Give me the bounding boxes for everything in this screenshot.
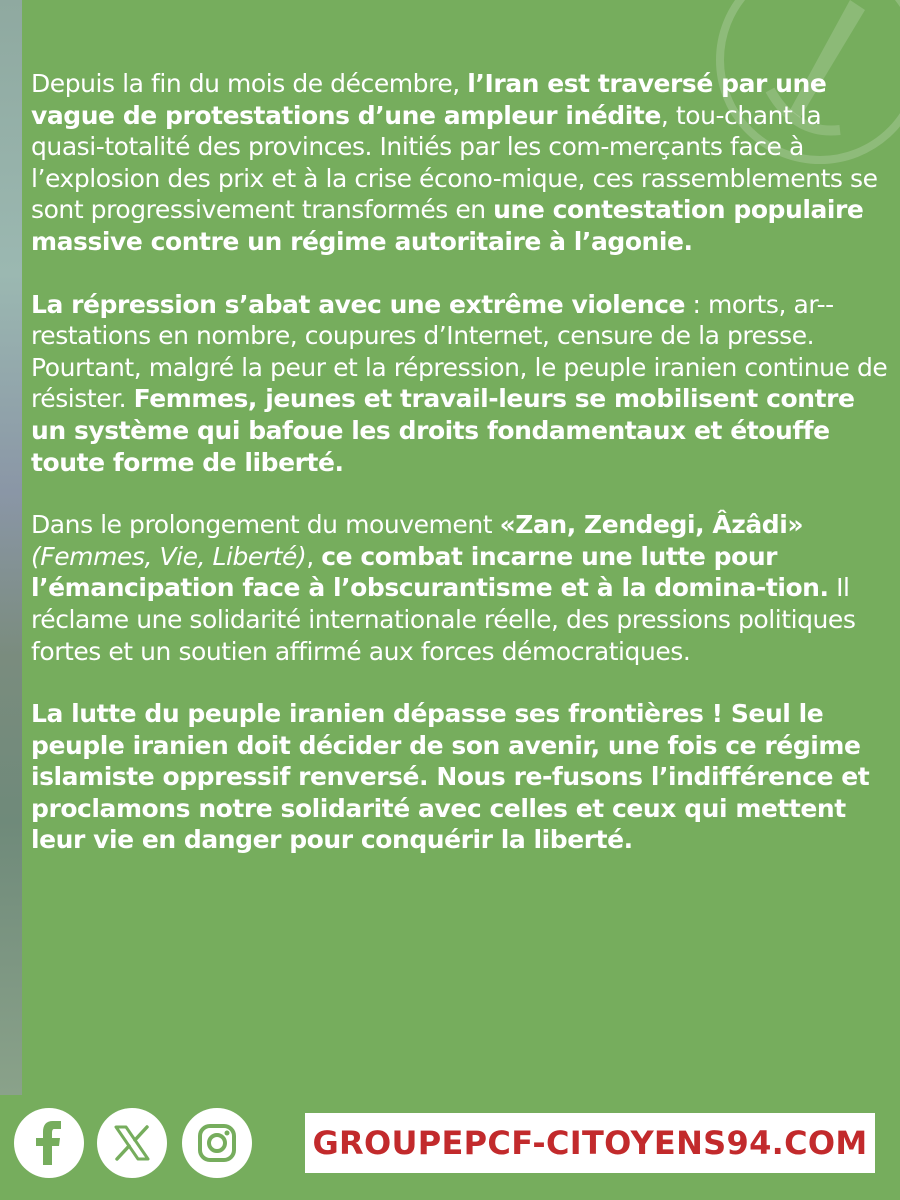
x-icon[interactable]: [97, 1108, 167, 1178]
website-url[interactable]: GROUPEPCF-CITOYENS94.COM: [305, 1113, 875, 1173]
text-run: , tou-chant la quasi-totalité des provinces. Initiés par les com-merçants face à l’explosion des prix et à la crise écono-mique, ces rassemblements se sont progressivement transformés en: [31, 100, 878, 225]
footer: [0, 1100, 900, 1200]
paragraph: [31, 68, 893, 258]
text-run: Femmes, jeunes et travail-leurs se mobilisent contre un système qui bafoue les droits fondamentaux et étouffe toute forme de liberté.: [31, 384, 855, 477]
text-run: Depuis la fin du mois de décembre,: [31, 69, 468, 98]
text-run: Il réclame une solidarité internationale réelle, des pressions politiques fortes et un soutien affirmé aux forces démocratiques.: [31, 573, 856, 666]
paragraph: [31, 289, 893, 479]
paragraph: [31, 698, 893, 856]
text-run: «Zan, Zendegi, Âzâdi»: [499, 510, 804, 540]
text-run: (Femmes, Vie, Liberté): [31, 541, 307, 571]
text-run: une contestation populaire massive contre un régime autoritaire à l’agonie.: [31, 195, 864, 256]
text-run: La lutte du peuple iranien dépasse ses frontières ! Seul le peuple iranien doit décider de son avenir, une fois ce régime islamiste oppressif renversé. Nous re-fusons l’indifférence et proclamons notre solidarité avec celles et ceux qui mettent leur vie en danger pour conquérir la liberté.: [31, 699, 870, 855]
text-run: ce combat incarne une lutte pour l’émancipation face à l’obscurantisme et à la domina-tion.: [31, 541, 829, 603]
background-photo-strip: [0, 0, 22, 1095]
text-run: : morts, ar-restations en nombre, coupures d’Internet, censure de la presse. Pourtant, malgré la peur et la répression, le peuple iranien continue de résister.: [31, 289, 888, 414]
text-run: l’Iran est traversé par une vague de protestations d’une ampleur inédite: [31, 69, 827, 130]
text-run: ,: [306, 541, 322, 571]
paragraph: [31, 509, 893, 667]
instagram-icon[interactable]: [182, 1108, 252, 1178]
article-body: [31, 68, 893, 887]
text-run: La répression s’abat avec une extrême violence: [31, 289, 686, 319]
text-run: Dans le prolongement du mouvement: [31, 510, 500, 540]
facebook-icon[interactable]: [14, 1108, 84, 1178]
